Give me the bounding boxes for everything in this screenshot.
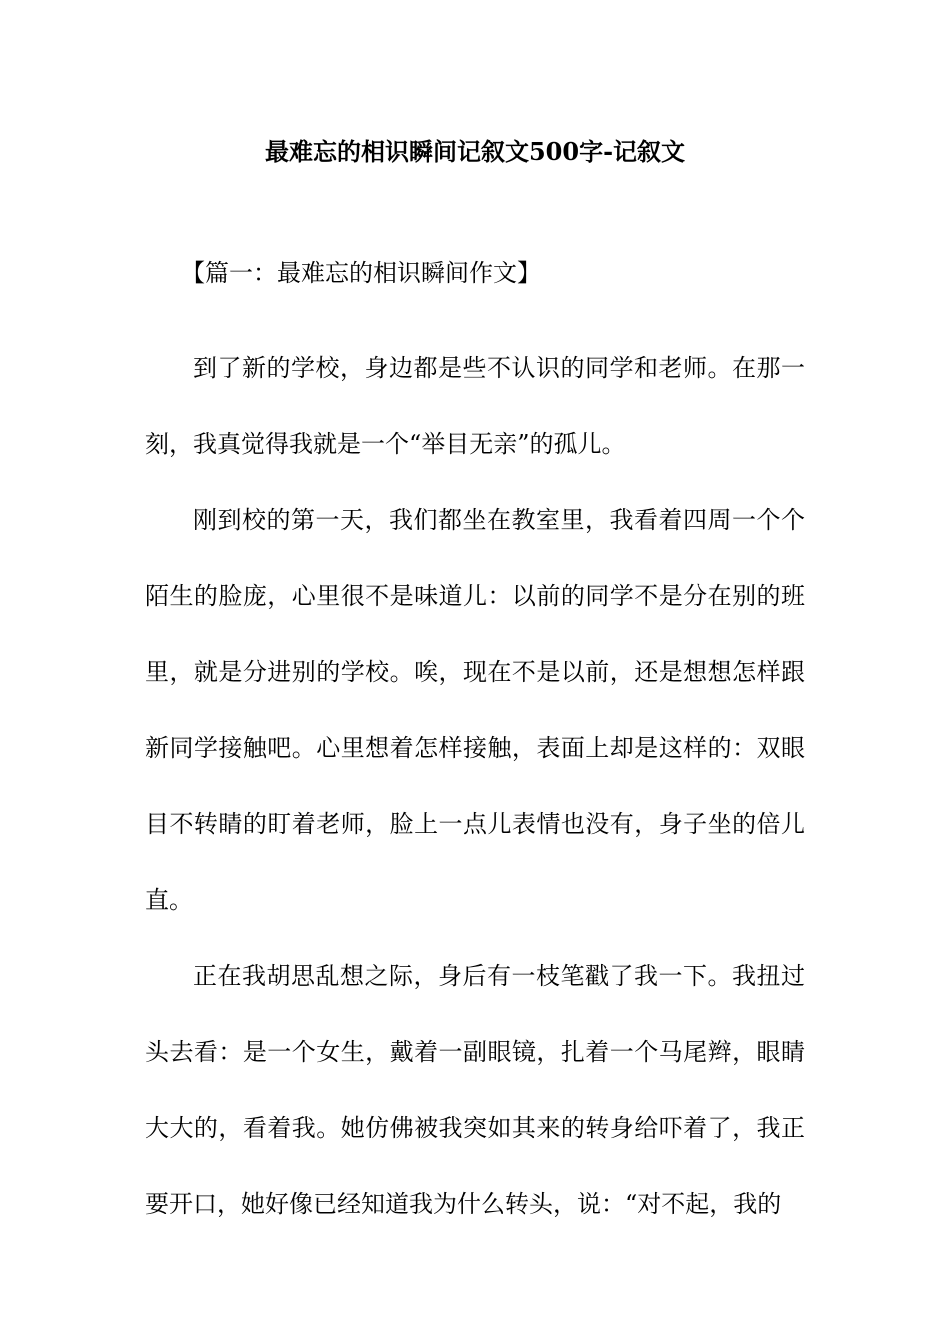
- document-body: [145, 254, 805, 1242]
- document-title: 最难忘的相识瞬间记叙文500字-记叙文: [264, 137, 686, 166]
- section-heading: 【篇一：最难忘的相识瞬间作文】: [181, 259, 541, 287]
- paragraph-2: 刚到校的第一天，我们都坐在教室里，我看着四周一个个陌生的脸庞，心里很不是味道儿：以前的同学不是分在别的班里，就是分进别的学校。唉，现在不是以前，还是想想怎样跟新同学接触吧。心里想着怎样接触，表面上却是这样的：双眼目不转睛的盯着老师，脸上一点儿表情也没有，身子坐的倍儿直。: [145, 506, 805, 914]
- paragraph-3: 正在我胡思乱想之际，身后有一枝笔戳了我一下。我扭过头去看：是一个女生，戴着一副眼镜，扎着一个马尾辫，眼睛大大的，看着我。她仿佛被我突如其来的转身给吓着了，我正要开口，她好像已经知道我为什么转头，说：“对不起，我的: [145, 962, 805, 1218]
- paragraph-1: 到了新的学校，身边都是些不认识的同学和老师。在那一刻，我真觉得我就是一个“举目无亲”的孤儿。: [145, 354, 805, 458]
